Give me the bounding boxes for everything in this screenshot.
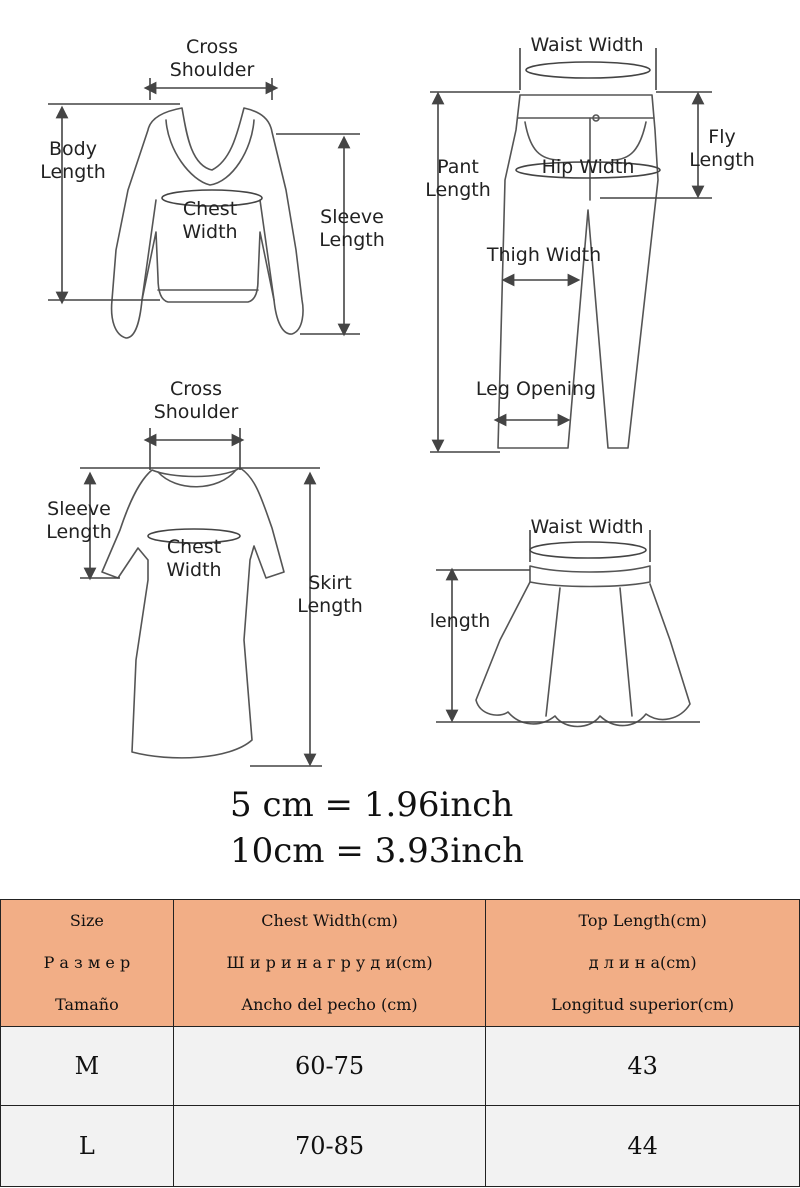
- label-pants-thigh-width: Thigh Width: [486, 244, 602, 266]
- header-chest-ru: Ш и р и н а г р у д и(cm): [226, 953, 433, 972]
- dress-drawing: [102, 468, 284, 758]
- label-sweater-cross-shoulder: Cross Shoulder: [169, 36, 255, 81]
- cell-chest-width: 70-85: [173, 1106, 486, 1187]
- header-length-en: Top Length(cm): [578, 911, 707, 930]
- conversion-line-1: 5 cm = 1.96inch: [230, 785, 514, 825]
- table-header-row: [1, 900, 800, 1027]
- table-row: [1, 1106, 800, 1187]
- header-length-es: Longitud superior(cm): [551, 995, 735, 1014]
- label-dress-cross-shoulder: Cross Shoulder: [153, 378, 239, 423]
- table-row: [1, 1027, 800, 1106]
- header-size-ru: Р а з м е р: [43, 953, 131, 972]
- label-sweater-chest-width: Chest Width: [182, 198, 238, 243]
- label-sweater-sleeve-length: Sleeve Length: [319, 206, 385, 251]
- cell-size: L: [1, 1106, 174, 1187]
- cell-size: M: [1, 1027, 174, 1106]
- header-chest-es: Ancho del pecho (cm): [241, 995, 418, 1014]
- label-pants-hip-width: Hip Width: [541, 156, 635, 178]
- header-size-es: Tamaño: [55, 995, 119, 1014]
- header-chest-width: [173, 900, 486, 1027]
- header-length-ru: д л и н а(cm): [588, 953, 697, 972]
- label-dress-chest-width: Chest Width: [166, 536, 222, 581]
- header-size: [1, 900, 174, 1027]
- label-pants-waist-width: Waist Width: [530, 34, 644, 56]
- skirt-drawing: [530, 566, 650, 587]
- label-skirt-waist-width: Waist Width: [530, 516, 644, 538]
- label-sweater-body-length: Body Length: [40, 138, 106, 183]
- label-pants-pant-length: Pant Length: [425, 156, 491, 201]
- label-pants-fly-length: Fly Length: [689, 126, 755, 171]
- cell-top-length: 44: [486, 1106, 800, 1187]
- label-skirt-length: length: [429, 610, 491, 632]
- cell-chest-width: 60-75: [173, 1027, 486, 1106]
- label-dress-sleeve-length: Sleeve Length: [46, 498, 112, 543]
- conversion-line-2: 10cm = 3.93inch: [230, 831, 525, 871]
- cell-top-length: 43: [486, 1027, 800, 1106]
- label-dress-skirt-length: Skirt Length: [297, 572, 363, 617]
- header-top-length: [486, 900, 800, 1027]
- size-table: [0, 899, 800, 1187]
- header-chest-en: Chest Width(cm): [261, 911, 398, 930]
- label-pants-leg-opening: Leg Opening: [475, 378, 597, 400]
- header-size-en: Size: [69, 911, 104, 930]
